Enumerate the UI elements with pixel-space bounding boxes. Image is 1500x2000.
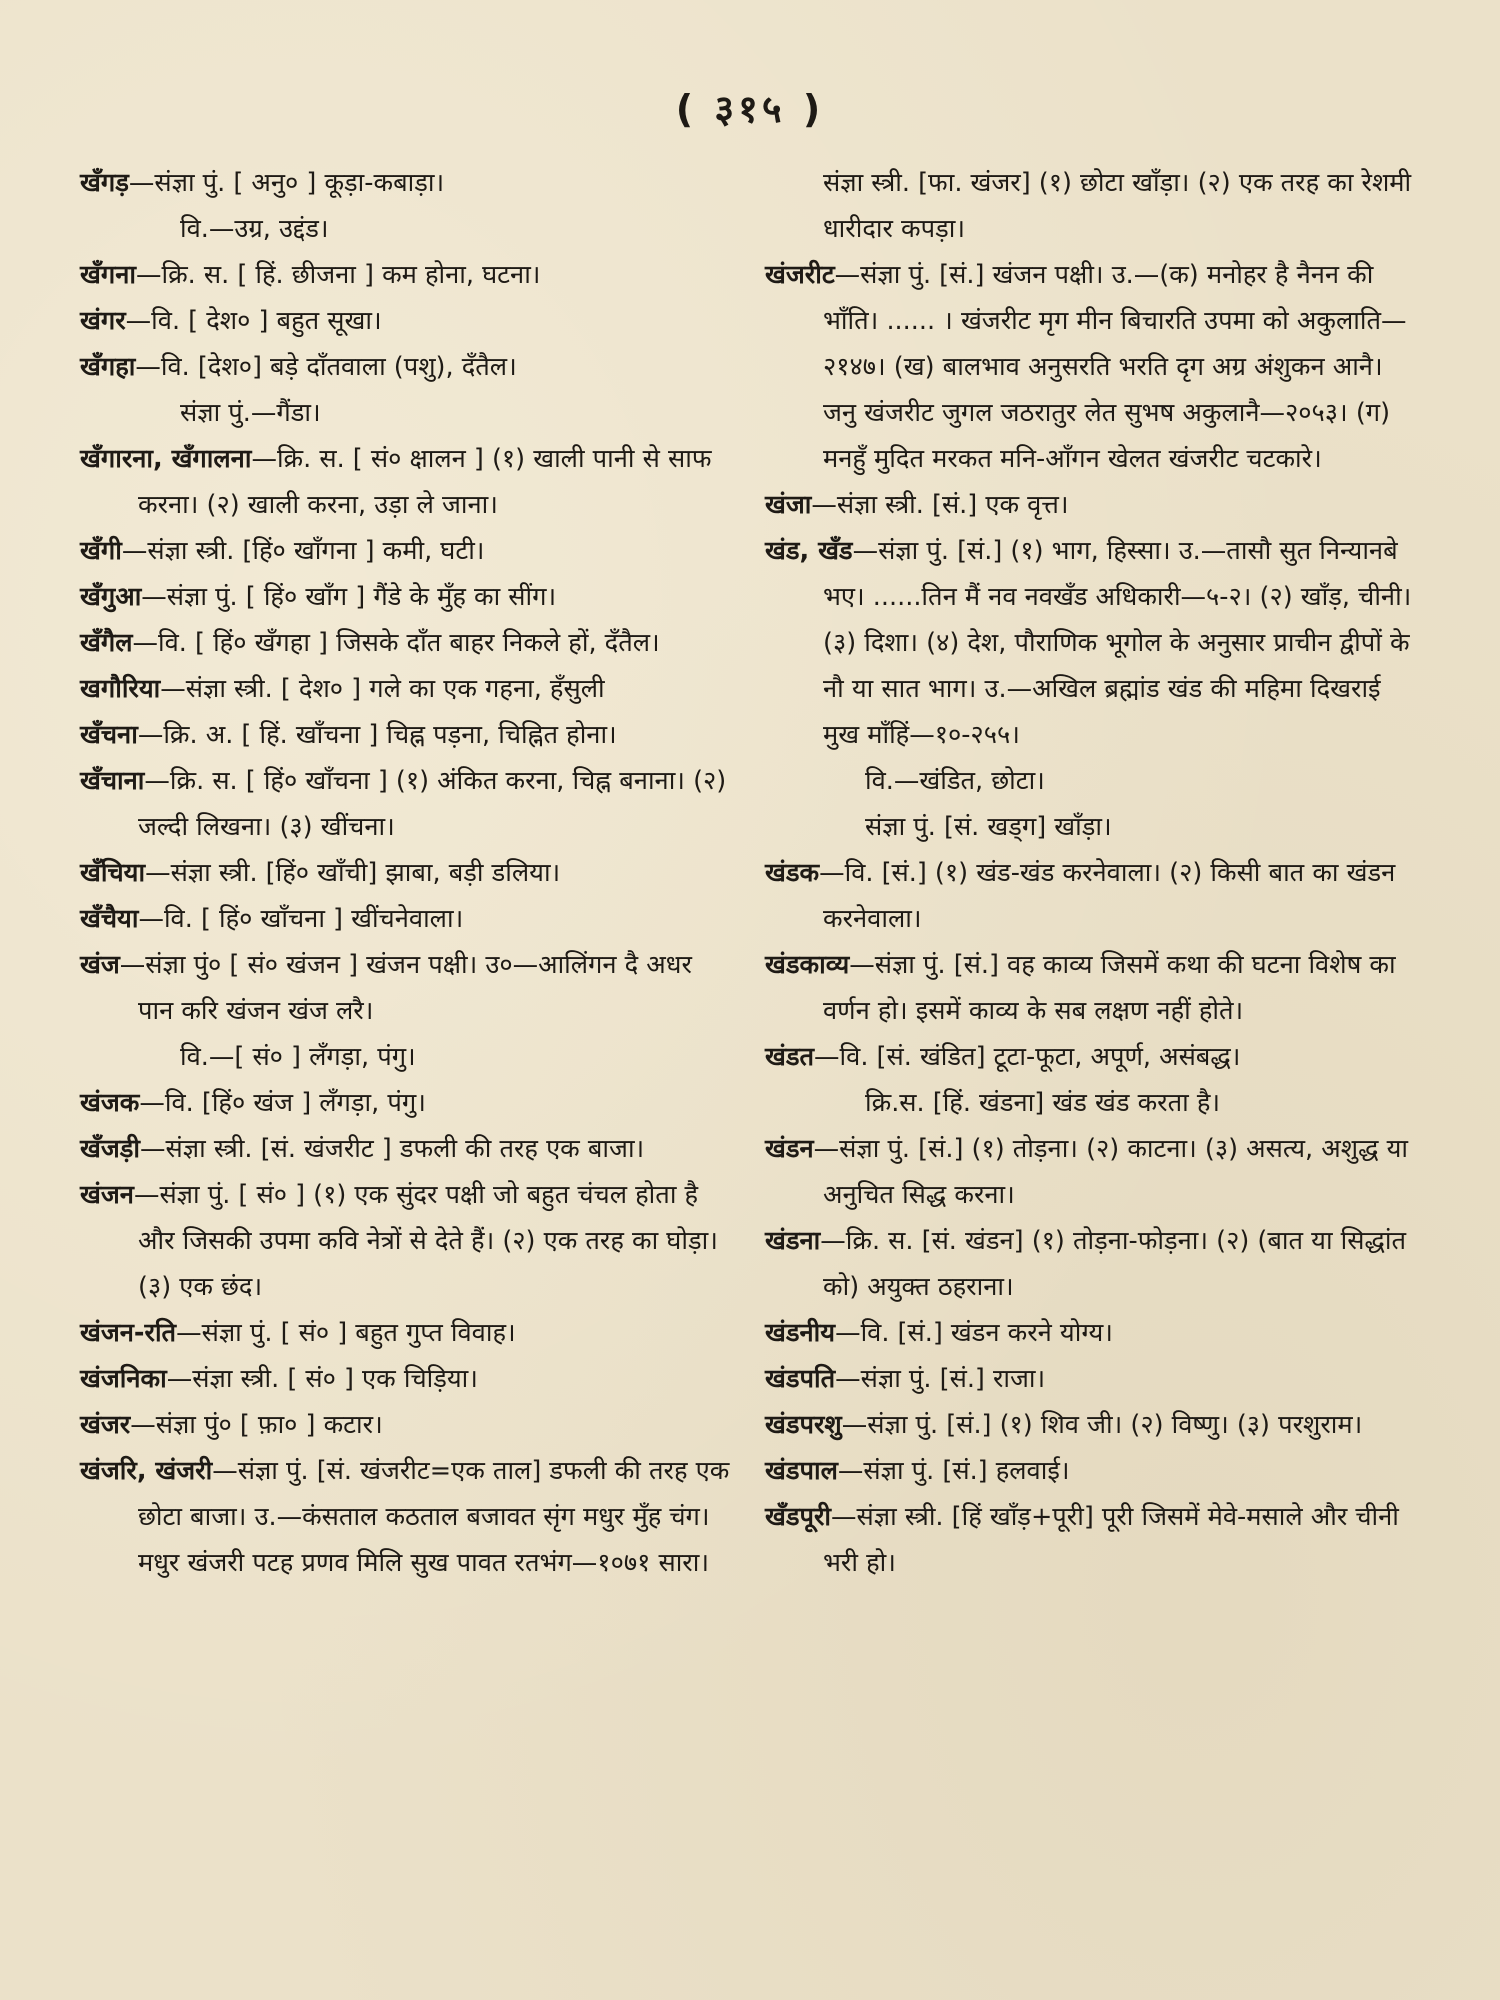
definition: —संज्ञा पुं. [ अनु० ] कूड़ा-कबाड़ा।: [128, 168, 445, 198]
definition: —संज्ञा स्त्री. [सं.] एक वृत्त।: [811, 490, 1069, 520]
definition: —क्रि. स. [ सं० क्षालन ] (१) खाली पानी से साफ करना। (२) खाली करना, उड़ा ले जाना।: [138, 444, 712, 520]
headword: खंडपति: [765, 1364, 836, 1394]
headword: खँचिया: [80, 858, 146, 888]
definition: —क्रि. स. [ हिं० खाँचना ] (१) अंकित करना, चिह्न बनाना। (२) जल्दी लिखना। (३) खींचना।: [138, 766, 727, 842]
definition: —संज्ञा पुं. [ सं० ] (१) एक सुंदर पक्षी जो बहुत चंचल होता है और जिसकी उपमा कवि नेत्रों से देते हैं। (२) एक तरह का घोड़ा। (३) एक छंद।: [133, 1180, 718, 1302]
headword: खंजन-रति: [80, 1318, 177, 1348]
dictionary-entry: [80, 1356, 730, 1402]
headword: खंजनिका: [80, 1364, 167, 1394]
definition: —संज्ञा पुं. [सं.] (१) शिव जी। (२) विष्णु। (३) परशुराम।: [841, 1410, 1363, 1440]
headword: खंडन: [765, 1134, 814, 1164]
dictionary-entry: [80, 1080, 730, 1126]
dictionary-entry: [80, 850, 730, 896]
sub-definition: वि.—[ सं० ] लँगड़ा, पंगु।: [180, 1042, 416, 1072]
headword: खंडपरशु: [765, 1410, 842, 1440]
definition: —वि. [ हिं० खाँचना ] खींचनेवाला।: [138, 904, 464, 934]
definition: —क्रि. अ. [ हिं. खाँचना ] चिह्न पड़ना, चिह्नित होना।: [137, 720, 617, 750]
headword: खंडक: [765, 858, 820, 888]
dictionary-entry: [80, 1172, 730, 1310]
dictionary-entry: [80, 666, 730, 712]
dictionary-entry: [765, 1402, 1415, 1448]
dictionary-entry: [80, 574, 730, 620]
headword: खँगना: [80, 260, 136, 290]
definition: —क्रि. स. [ हिं. छीजना ] कम होना, घटना।: [135, 260, 541, 290]
sub-definition: वि.—खंडित, छोटा।: [865, 766, 1045, 796]
headword: खंजरि, खंजरी: [80, 1456, 213, 1486]
headword: खँडपूरी: [765, 1502, 832, 1532]
dictionary-entry: [765, 1218, 1415, 1310]
headword: खँगी: [80, 536, 122, 566]
dictionary-entry: [80, 160, 730, 206]
headword: खँगैल: [80, 628, 133, 658]
sub-definition: वि.—उग्र, उद्दंड।: [180, 214, 329, 244]
dictionary-entry: [80, 298, 730, 344]
dictionary-entry: [80, 344, 730, 390]
page-number: ( ३१५ ): [675, 87, 825, 131]
definition: —वि. [सं.] (१) खंड-खंड करनेवाला। (२) किसी बात का खंडन करनेवाला।: [819, 858, 1396, 934]
headword: खंज: [80, 950, 120, 980]
headword: खँचाना: [80, 766, 145, 796]
definition: —वि. [हिं० खंज ] लँगड़ा, पंगु।: [139, 1088, 426, 1118]
definition: —संज्ञा स्त्री. [हिं० खाँगना ] कमी, घटी।: [121, 536, 485, 566]
definition: —वि. [सं.] खंडन करने योग्य।: [835, 1318, 1113, 1348]
headword: खंडत: [765, 1042, 815, 1072]
headword: खँगहा: [80, 352, 136, 382]
continued-definition: संज्ञा स्त्री. [फा. खंजर] (१) छोटा खाँड़ा। (२) एक तरह का रेशमी धारीदार कपड़ा।: [823, 168, 1412, 244]
dictionary-entry: [765, 1494, 1415, 1586]
definition: —संज्ञा पुं. [ सं० ] बहुत गुप्त विवाह।: [176, 1318, 516, 1348]
definition: —संज्ञा स्त्री. [हिं खाँड़+पूरी] पूरी जिसमें मेवे-मसाले और चीनी भरी हो।: [823, 1502, 1399, 1578]
dictionary-entry: [80, 942, 730, 1034]
headword: खँगड़: [80, 168, 129, 198]
definition: —वि. [ हिं० खँगहा ] जिसके दाँत बाहर निकले हों, दँतैल।: [132, 628, 660, 658]
sub-definition: संज्ञा पुं. [सं. खड्ग] खाँड़ा।: [865, 812, 1112, 842]
dictionary-entry: [80, 1310, 730, 1356]
right-column: [765, 160, 1415, 1586]
definition: —संज्ञा पुं. [सं.] (१) तोड़ना। (२) काटना। (३) असत्य, अशुद्ध या अनुचित सिद्ध करना।: [813, 1134, 1408, 1210]
sub-definition: संज्ञा पुं.—गैंडा।: [180, 398, 321, 428]
definition: —वि. [देश०] बड़े दाँतवाला (पशु), दँतैल।: [135, 352, 517, 382]
definition: —संज्ञा पुं० [ सं० खंजन ] खंजन पक्षी। उ०—आलिंगन दै अधर पान करि खंजन खंज लरै।: [119, 950, 692, 1026]
dictionary-entry: [765, 528, 1415, 758]
headword: खँचना: [80, 720, 138, 750]
headword: खंडना: [765, 1226, 821, 1256]
headword: खँजड़ी: [80, 1134, 141, 1164]
definition: —संज्ञा पुं. [सं.] राजा।: [835, 1364, 1046, 1394]
headword: खंडनीय: [765, 1318, 836, 1348]
headword: खंड, खँड: [765, 536, 853, 566]
definition: —क्रि. स. [सं. खंडन] (१) तोड़ना-फोड़ना। (२) (बात या सिद्धांत को) अयुक्त ठहराना।: [820, 1226, 1407, 1302]
headword: खंजक: [80, 1088, 140, 1118]
headword: खँगारना, खँगालना: [80, 444, 252, 474]
headword: खँचैया: [80, 904, 139, 934]
definition: —संज्ञा पुं० [ फ़ा० ] कटार।: [130, 1410, 383, 1440]
definition: —संज्ञा पुं. [सं. खंजरीट=एक ताल] डफली की तरह एक छोटा बाजा। उ.—कंसताल कठताल बजावत सृंग मधुर मुँह चंग। मधुर खंजरी पटह प्रणव मिलि सुख पावत रतभंग—१०७१ सारा।: [138, 1456, 730, 1578]
dictionary-entry: [80, 1402, 730, 1448]
definition: —संज्ञा पुं. [सं.] खंजन पक्षी। उ.—(क) मनोहर है नैनन की भाँति। ...... । खंजरीट मृग मीन बिचारति उपमा को अकुलाति—२१४७। (ख) बालभाव अनुसरति भरति दृग अग्र अंशुकन आनै। जनु खंजरीट जुगल जठरातुर लेत सुभष अकुलानै—२०५३। (ग) मनहुँ मुदित मरकत मनि-आँगन खेलत खंजरीट चटकारे।: [823, 260, 1407, 474]
definition: —वि. [ देश० ] बहुत सूखा।: [125, 306, 382, 336]
dictionary-entry: [80, 712, 730, 758]
dictionary-entry: [765, 942, 1415, 1034]
dictionary-entry: [765, 1356, 1415, 1402]
dictionary-entry: [765, 1310, 1415, 1356]
definition: —संज्ञा पुं. [सं.] (१) भाग, हिस्सा। उ.—तासौ सुत निन्यानबे भए। ......तिन मैं नव नवखँड अधिकारी—५-२। (२) खाँड़, चीनी। (३) दिशा। (४) देश, पौराणिक भूगोल के अनुसार प्राचीन द्वीपों के नौ या सात भाग। उ.—अखिल ब्रह्मांड खंड की महिमा दिखराई मुख माँहिं—१०-२५५।: [823, 536, 1412, 750]
dictionary-entry: [80, 758, 730, 850]
definition: —संज्ञा स्त्री. [सं. खंजरीट ] डफली की तरह एक बाजा।: [140, 1134, 645, 1164]
sub-definition: क्रि.स. [हिं. खंडना] खंड खंड करता है।: [865, 1088, 1221, 1118]
headword: खंडकाव्य: [765, 950, 850, 980]
dictionary-entry: [765, 252, 1415, 482]
dictionary-entry: [80, 436, 730, 528]
definition: —संज्ञा स्त्री. [ सं० ] एक चिड़िया।: [166, 1364, 478, 1394]
definition: —वि. [सं. खंडित] टूटा-फूटा, अपूर्ण, असंबद्ध।: [814, 1042, 1241, 1072]
dictionary-entry: [80, 1448, 730, 1586]
headword: खंजा: [765, 490, 812, 520]
dictionary-entry: [765, 482, 1415, 528]
dictionary-entry: [765, 1448, 1415, 1494]
headword: खंडपाल: [765, 1456, 838, 1486]
left-column: [80, 160, 730, 1586]
dictionary-entry: [80, 1126, 730, 1172]
headword: खंजरीट: [765, 260, 835, 290]
dictionary-entry: [765, 1126, 1415, 1218]
dictionary-entry: [80, 620, 730, 666]
dictionary-entry: [80, 528, 730, 574]
headword: खंजर: [80, 1410, 131, 1440]
headword: खंगर: [80, 306, 126, 336]
headword: खगौरिया: [80, 674, 161, 704]
dictionary-entry: [765, 850, 1415, 942]
definition: —संज्ञा स्त्री. [ देश० ] गले का एक गहना, हँसुली: [160, 674, 605, 704]
headword: खंजन: [80, 1180, 134, 1210]
dictionary-entry: [765, 1034, 1415, 1080]
definition: —संज्ञा पुं. [सं.] वह काव्य जिसमें कथा की घटना विशेष का वर्णन हो। इसमें काव्य के सब लक्षण नहीं होते।: [823, 950, 1396, 1026]
definition: —संज्ञा पुं. [सं.] हलवाई।: [837, 1456, 1070, 1486]
headword: खँगुआ: [80, 582, 142, 612]
definition: —संज्ञा पुं. [ हिं० खाँग ] गैंडे के मुँह का सींग।: [141, 582, 557, 612]
dictionary-entry: [80, 896, 730, 942]
definition: —संज्ञा स्त्री. [हिं० खाँची] झाबा, बड़ी डलिया।: [145, 858, 561, 888]
dictionary-entry: [80, 252, 730, 298]
